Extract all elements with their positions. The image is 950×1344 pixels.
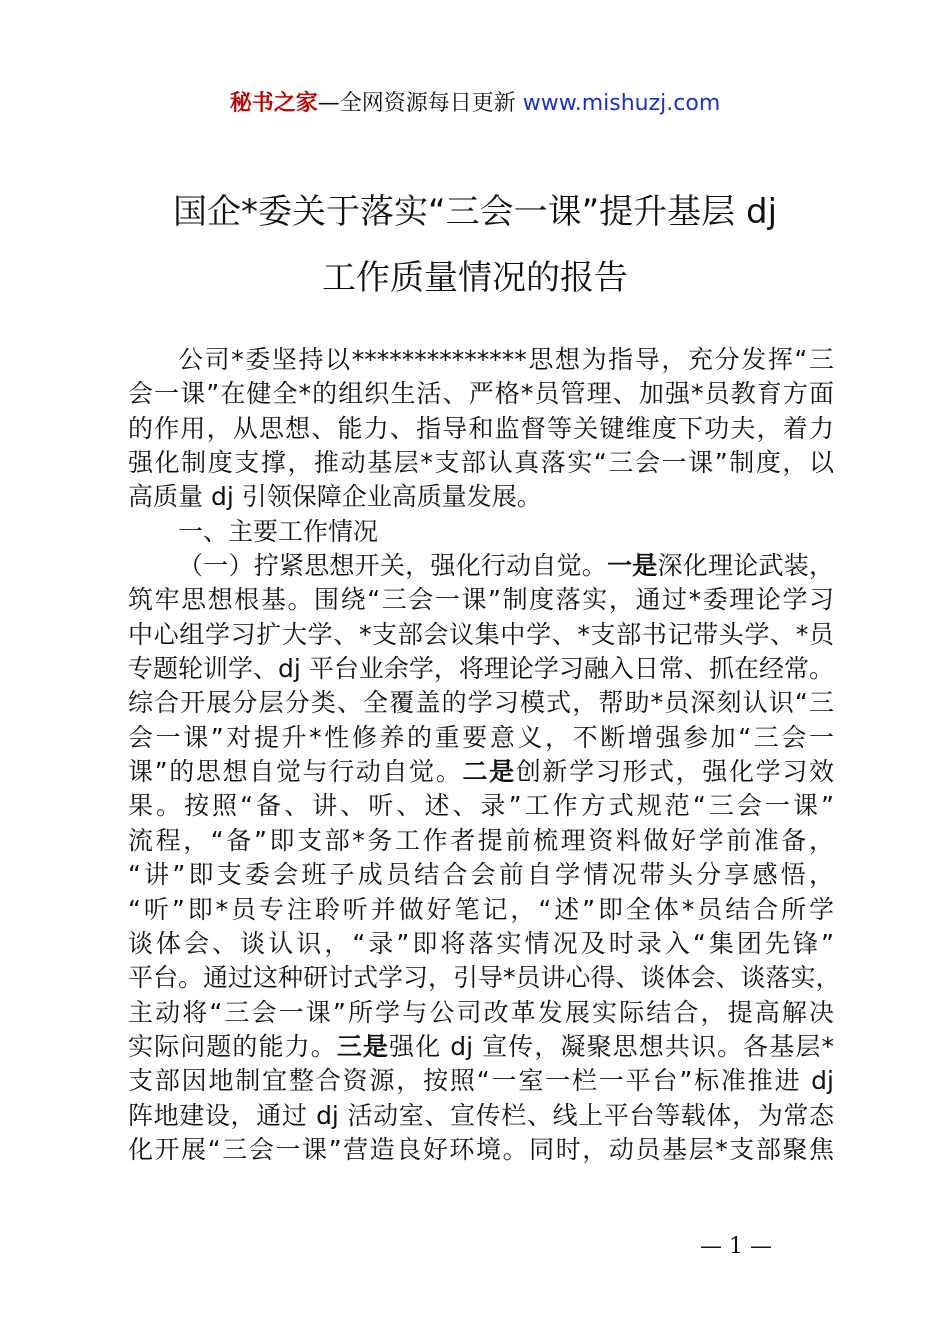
body-text: 课”的思想自觉与行动自觉。 <box>128 757 463 787</box>
body-line: 高质量 dj 引领保障企业高质量发展。 <box>128 482 542 512</box>
section-heading: 一、主要工作情况 <box>178 516 379 546</box>
body-line: 公司*委坚持以**************思想为指导，充分发挥“三 <box>178 345 834 374</box>
body-text: 强化 dj 宣传，凝聚思想共识。各基层* <box>389 1031 834 1061</box>
body-line: 化开展“三会一课”营造良好环境。同时，动员基层*支部聚焦 <box>128 1134 834 1164</box>
body-line: 的作用，从思想、能力、指导和监督等关键维度下功夫，着力 <box>128 413 834 443</box>
body-text: 实际问题的能力。 <box>128 1031 337 1061</box>
body-line: 专题轮训学、dj 平台业余学，将理论学习融入日常、抓在经常。 <box>128 654 834 684</box>
body-text: 创新学习形式，强化学习效 <box>515 757 834 787</box>
page-number: — 1 — <box>700 1234 772 1259</box>
page-title-line-1: 国企*委关于落实“三会一课”提升基层 dj <box>172 192 778 232</box>
body-line: 支部因地制宜整合资源，按照“一室一栏一平台”标准推进 dj <box>128 1066 834 1096</box>
page-title-line-2: 工作质量情况的报告 <box>322 258 628 298</box>
body-line: “听”即*员专注聆听并做好笔记，“述”即全体*员结合所学 <box>128 894 834 924</box>
subsection-heading: （一）拧紧思想开关，强化行动自觉。 <box>178 551 608 581</box>
body-line: 综合开展分层分类、全覆盖的学习模式，帮助*员深刻认识“三 <box>128 688 834 718</box>
body-line <box>128 755 834 789</box>
document-body <box>128 343 841 1167</box>
body-line: 筑牢思想根基。围绕“三会一课”制度落实，通过*委理论学习 <box>128 585 834 615</box>
body-text: 深化理论武装， <box>657 551 834 581</box>
body-line: 会一课”对提升*性修养的重要意义，不断增强参加“三会一 <box>128 722 834 752</box>
header-tagline: —全网资源每日更新 <box>317 91 516 116</box>
body-line: 强化制度支撑，推动基层*支部认真落实“三会一课”制度，以 <box>128 448 834 478</box>
brand-name: 秘书之家 <box>229 91 318 116</box>
body-line <box>128 549 834 583</box>
site-url-link[interactable]: www.mishuzj.com <box>522 91 721 116</box>
body-line: 流程，“备”即支部*务工作者提前梳理资料做好学前准备， <box>128 825 834 855</box>
bold-marker: 三是 <box>336 1031 390 1061</box>
body-line: 谈体会、谈认识，“录”即将落实情况及时录入“集团先锋” <box>128 928 834 958</box>
body-line: 主动将“三会一课”所学与公司改革发展实际结合，提高解决 <box>128 997 834 1027</box>
body-line: 会一课”在健全*的组织生活、严格*员管理、加强*员教育方面 <box>128 379 834 409</box>
body-line: 阵地建设，通过 dj 活动室、宣传栏、线上平台等载体，为常态 <box>128 1100 834 1130</box>
body-line: 平台。通过这种研讨式学习，引导*员讲心得、谈体会、谈落实， <box>128 963 841 993</box>
bold-marker: 一是 <box>607 551 658 581</box>
site-header <box>0 88 950 120</box>
body-line: “讲”即支委会班子成员结合会前自学情况带头分享感悟， <box>128 860 834 890</box>
body-line: 中心组学习扩大学、*支部会议集中学、*支部书记带头学、*员 <box>128 619 834 649</box>
body-line <box>128 1030 834 1064</box>
bold-marker: 二是 <box>462 757 516 787</box>
body-line: 果。按照“备、讲、听、述、录”工作方式规范“三会一课” <box>128 791 834 821</box>
